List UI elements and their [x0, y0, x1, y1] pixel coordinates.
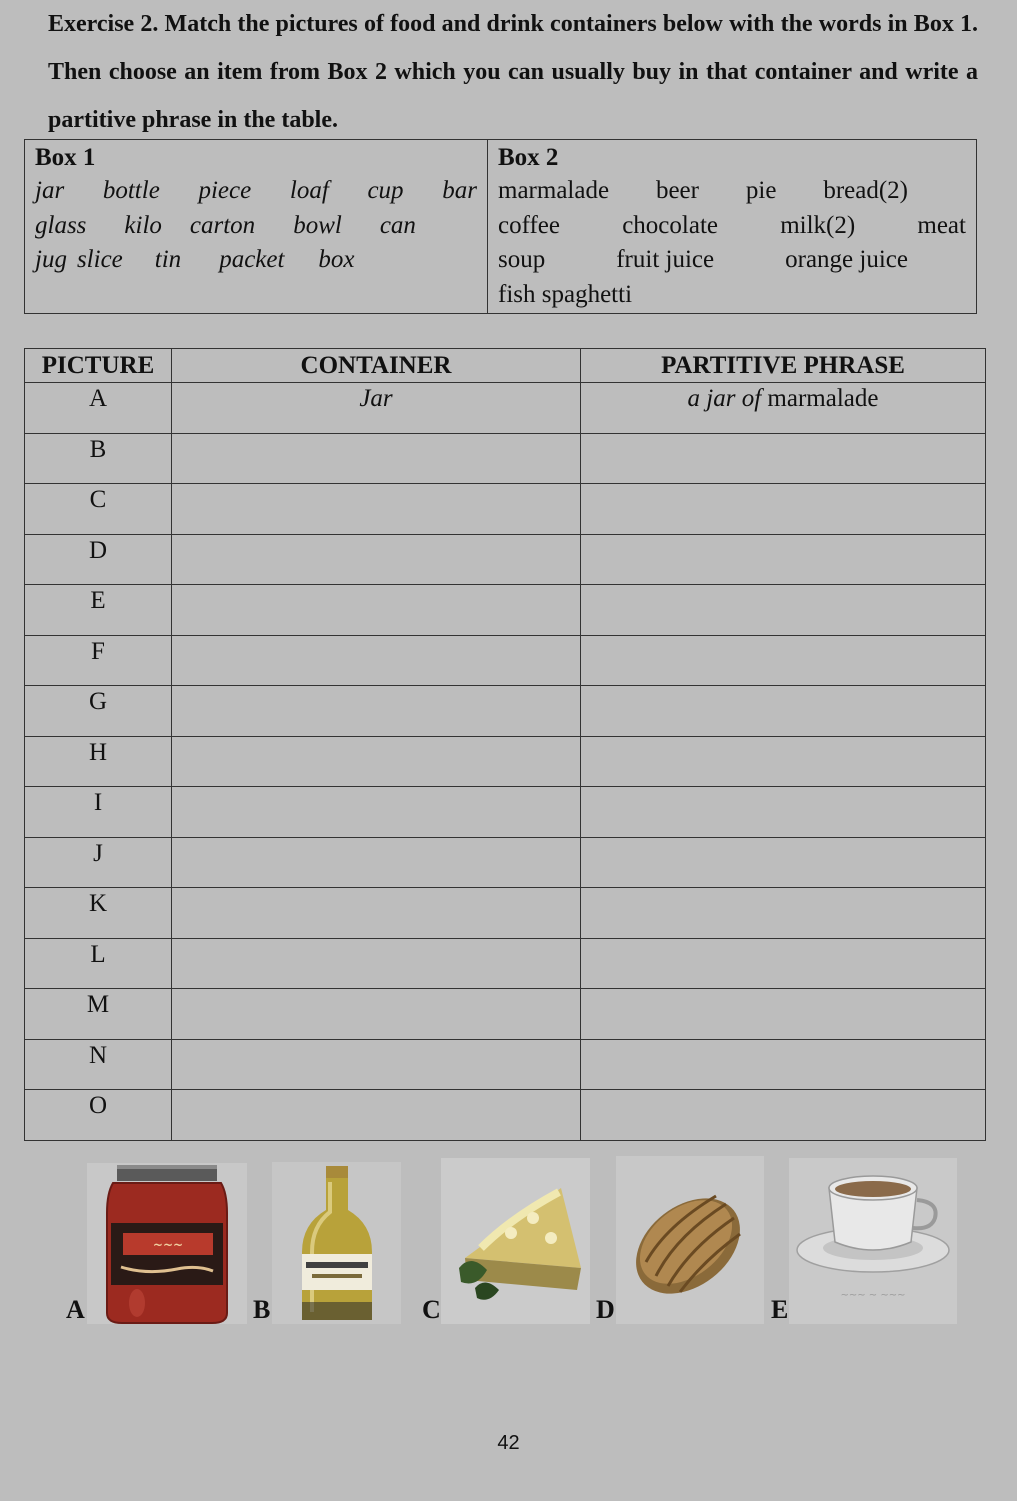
box-2-row [498, 278, 966, 313]
partitive-phrase-cell[interactable] [581, 635, 986, 686]
box-1-title: Box 1 [35, 144, 96, 171]
picture-letter-cell: N [25, 1039, 172, 1090]
partitive-phrase-cell[interactable] [581, 1090, 986, 1141]
container-cell[interactable]: Jar [172, 383, 581, 434]
partitive-phrase-cell[interactable] [581, 585, 986, 636]
svg-text:~~~: ~~~ [152, 1238, 184, 1252]
picture-letter-cell: J [25, 837, 172, 888]
page-number: 42 [497, 1432, 520, 1454]
picture-letter-cell: L [25, 938, 172, 989]
container-cell[interactable] [172, 484, 581, 535]
picture-letter-cell: A [25, 383, 172, 434]
picture-label: C [422, 1295, 441, 1324]
container-cell[interactable] [172, 433, 581, 484]
word: fish spaghetti [498, 280, 633, 308]
partitive-phrase-cell[interactable] [581, 433, 986, 484]
picture-letter-cell: F [25, 635, 172, 686]
picture-label: E [771, 1295, 789, 1324]
picture-letter-cell: G [25, 686, 172, 737]
word: bowl [293, 211, 342, 239]
table-row [25, 635, 986, 686]
table-row [25, 585, 986, 636]
word: glass [35, 211, 87, 239]
table-row [25, 484, 986, 535]
coffee-cup-icon [789, 1158, 957, 1324]
partitive-phrase-cell[interactable] [581, 938, 986, 989]
box-1-row [35, 209, 477, 244]
word: tin [154, 246, 182, 273]
picture-letter-cell: I [25, 787, 172, 838]
container-cell[interactable] [172, 736, 581, 787]
box-2-row [498, 174, 908, 209]
partitive-phrase-cell[interactable] [581, 837, 986, 888]
partitive-phrase-cell[interactable] [581, 484, 986, 535]
table-row [25, 736, 986, 787]
partitive-phrase-cell[interactable] [581, 888, 986, 939]
word: chocolate [622, 211, 718, 239]
exercise-instructions: Exercise 2. Match the pictures of food and drink containers below with the words in Box 1. Then choose an item from Box 2 which you can usually buy in that container and write a partitive phrase in the table. [48, 11, 978, 133]
table-row [25, 837, 986, 888]
word: orange juice [785, 246, 908, 273]
word: bar [442, 177, 477, 204]
header-partitive-phrase: PARTITIVE PHRASE [581, 349, 986, 383]
word: slice [76, 246, 123, 273]
partitive-phrase-cell[interactable] [581, 686, 986, 737]
container-cell[interactable] [172, 989, 581, 1040]
picture-letter-cell: O [25, 1090, 172, 1141]
table-row [25, 534, 986, 585]
table-row [25, 686, 986, 737]
svg-text:~~~ ~ ~~~: ~~~ ~ ~~~ [840, 1290, 906, 1301]
word: coffee [498, 211, 560, 239]
word: kilo [124, 211, 162, 239]
picture-letter-cell: B [25, 433, 172, 484]
picture-label: D [596, 1295, 615, 1324]
container-cell[interactable] [172, 686, 581, 737]
table-header-row [25, 349, 986, 383]
word: bread(2) [823, 177, 908, 204]
word: fruit juice [616, 246, 715, 273]
word: jug [35, 246, 67, 273]
box-2-row [498, 243, 908, 278]
word: cup [367, 177, 404, 204]
word: packet [219, 246, 285, 273]
phrase-rest: marmalade [761, 385, 879, 412]
partitive-phrase-cell[interactable] [581, 1039, 986, 1090]
container-cell[interactable] [172, 938, 581, 989]
word: pie [745, 177, 777, 204]
picture-letter-cell: K [25, 888, 172, 939]
container-cell[interactable] [172, 787, 581, 838]
word-boxes [24, 139, 977, 314]
header-picture: PICTURE [25, 349, 172, 383]
word: jar [35, 177, 65, 204]
header-container: CONTAINER [172, 349, 581, 383]
partitive-phrase-cell[interactable] [581, 989, 986, 1040]
partitive-phrase-cell[interactable] [581, 534, 986, 585]
word: marmalade [498, 177, 610, 204]
bread-loaf-icon [616, 1156, 764, 1324]
box-1-row [35, 174, 477, 209]
picture-letter-cell: H [25, 736, 172, 787]
phrase-italic: a jar of [687, 385, 762, 412]
pie-slice-icon [441, 1158, 590, 1324]
box-1-row [35, 243, 477, 278]
table-row [25, 433, 986, 484]
box-2 [488, 140, 976, 313]
partitive-phrase-cell[interactable] [581, 383, 986, 434]
picture-label: A [66, 1295, 85, 1324]
word: carton [189, 211, 256, 239]
table-row [25, 938, 986, 989]
container-cell[interactable] [172, 837, 581, 888]
container-cell[interactable] [172, 1090, 581, 1141]
container-cell[interactable] [172, 1039, 581, 1090]
table-row [25, 888, 986, 939]
container-cell[interactable] [172, 888, 581, 939]
answer-table [24, 348, 986, 1141]
word: milk(2) [780, 211, 856, 239]
table-row [25, 383, 986, 434]
word: soup [498, 246, 546, 273]
box-1 [25, 140, 488, 313]
picture-letter-cell: E [25, 585, 172, 636]
picture-label: B [253, 1295, 271, 1324]
word: can [379, 211, 416, 239]
box-2-title: Box 2 [498, 144, 559, 171]
box-2-row [498, 209, 966, 244]
partitive-phrase-cell[interactable] [581, 787, 986, 838]
word: meat [917, 211, 966, 239]
bottle-icon [272, 1162, 401, 1324]
word: beer [655, 177, 699, 204]
picture-letter-cell: D [25, 534, 172, 585]
jar-icon [87, 1163, 247, 1324]
table-row [25, 787, 986, 838]
picture-letter-cell: C [25, 484, 172, 535]
word: piece [198, 177, 252, 204]
pictures-strip [0, 1155, 1017, 1330]
table-row [25, 989, 986, 1040]
partitive-phrase-cell[interactable] [581, 736, 986, 787]
word: bottle [102, 177, 160, 204]
table-row [25, 1039, 986, 1090]
word: loaf [289, 177, 329, 204]
word: box [318, 246, 355, 273]
picture-letter-cell: M [25, 989, 172, 1040]
container-cell[interactable] [172, 534, 581, 585]
container-cell[interactable] [172, 635, 581, 686]
table-row [25, 1090, 986, 1141]
container-cell[interactable] [172, 585, 581, 636]
